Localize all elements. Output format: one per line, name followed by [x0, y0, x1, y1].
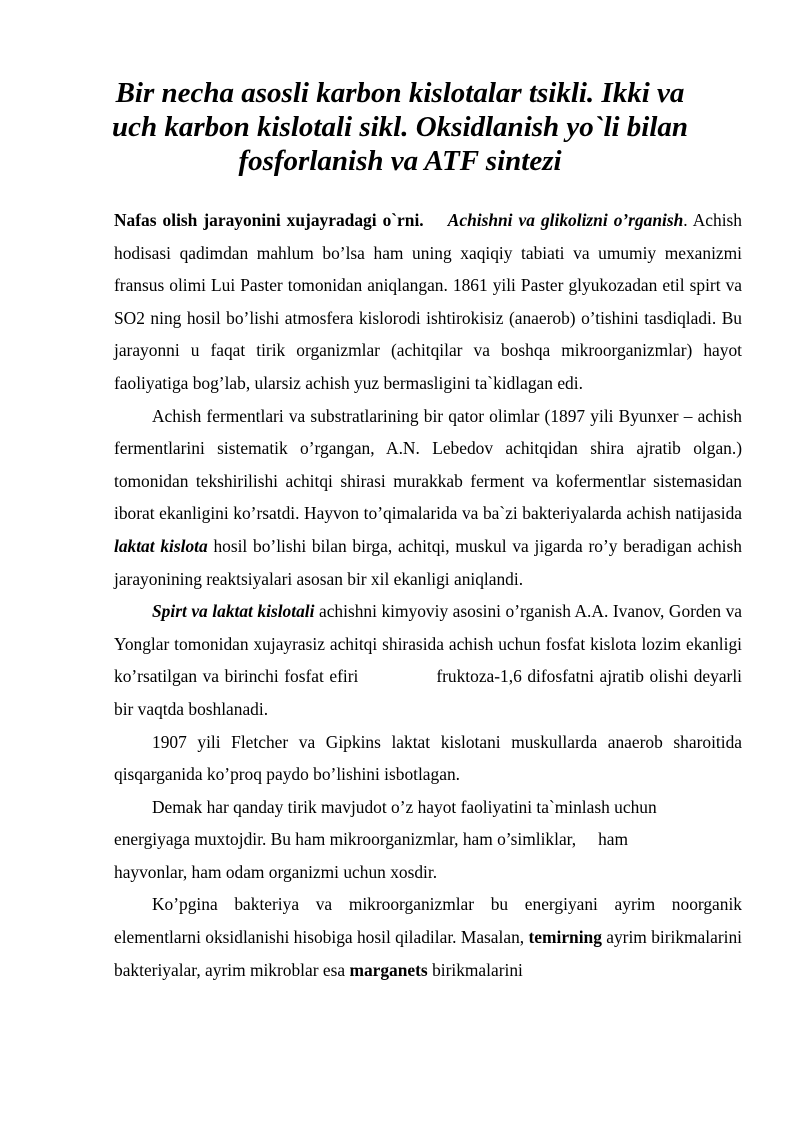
paragraph-6-bold-2: marganets	[349, 959, 428, 980]
paragraph-3-text-after: fruktoza-1,6 difosfatni ajratib olishi deyarli bir vaqtda boshlanadi.	[114, 666, 742, 719]
paragraph-1	[114, 204, 742, 400]
paragraph-6-bold-1: temirning	[528, 927, 602, 948]
section-heading: Nafas olish jarayonini xujayradagi o`rni.	[114, 210, 424, 230]
paragraph-5-line-2b: ham	[598, 829, 629, 850]
paragraph-2-text-after: hosil bo’lishi bilan birga, achitqi, muskul va jigarda ro’y beradigan achish jarayonining reaktsiyalari asosan bir xil ekanligi aniqlandi.	[114, 535, 742, 589]
paragraph-5	[114, 791, 742, 889]
paragraph-3	[114, 595, 742, 725]
paragraph-5-line-3: hayvonlar, ham odam organizmi uchun xosdir.	[114, 861, 438, 882]
paragraph-5-line-2: energiyaga muxtojdir. Bu ham mikroorganizmlar, ham o’simliklar,	[114, 829, 577, 850]
paragraph-3-emphasis: Spirt va laktat kislotali	[152, 601, 315, 622]
paragraph-2	[114, 400, 742, 596]
paragraph-5-line-1: Demak har qanday tirik mavjudot o’z hayot faoliyatini ta`minlash uchun	[152, 796, 657, 817]
paragraph-4-text: 1907 yili Fletcher va Gipkins laktat kislotani muskullarda anaerob sharoitida qisqarganida ko’proq paydo bo’lishini isbotlagan.	[114, 731, 742, 785]
paragraph-4	[114, 726, 742, 791]
paragraph-2-emphasis: laktat kislota	[114, 535, 208, 556]
document-title: Bir necha asosli karbon kislotalar tsikli. Ikki va uch karbon kislotali sikl. Oksidlanish yo`li bilan fosforlanish va ATF sintezi	[111, 77, 689, 177]
paragraph-2-text-before: Achish fermentlari va substratlarining bir qator olimlar (1897 yili Byunxer – achish fermentlarini sistematik o’rgangan, A.N. Lebedov achitqidan shira ajratib olgan.) tomonidan tekshirilishi achitqi shirasi murakkab ferment va kofermentlar sistemasidan iborat ekanligini ko’rsatdi. Hayvon to’qimalarida va ba`zi bakteriyalarda achish natijasida	[114, 405, 742, 524]
section-subheading: Achishni va glikolizni o’rganish	[447, 210, 684, 230]
paragraph-6-text-mid: ayrim birikmalarini bakteriyalar, ayrim mikroblar esa	[114, 927, 742, 980]
document-body	[114, 204, 742, 986]
paragraph-3-text-before: achishni kimyoviy asosini o’rganish A.A. Ivanov, Gorden va Yonglar tomonidan xujayrasiz achitqi shirasida achish uchun fosfat kislota lozim ekanligi ko’rsatilgan va birinchi fosfat efiri	[114, 601, 742, 687]
paragraph-6-text-before: Ko’pgina bakteriya va mikroorganizmlar bu energiyani ayrim noorganik elementlarni oksidlanishi hisobiga hosil qiladilar. Masalan,	[114, 894, 742, 948]
paragraph-6	[114, 888, 742, 986]
paragraph-6-text-after: birikmalarini	[432, 959, 523, 980]
paragraph-1-text: Achish hodisasi qadimdan mahlum bo’lsa ham uning xaqiqiy tabiati va umumiy mexanizmi fransus olimi Lui Paster tomonidan aniqlangan. 1861 yili Paster glyukozadan etil spirt va SO2 ning hosil bo’lishi atmosfera kislorodi ishtirokisiz (anaerob) o’tishini tasdiqladi. Bu jarayonni u faqat tirik organizmlar (achitqilar va boshqa mikroorganizmlar) hayot faoliyatiga bog’lab, ularsiz achish yuz bermasligini ta`kidlagan edi.	[114, 210, 743, 393]
subheading-period: .	[683, 210, 688, 230]
